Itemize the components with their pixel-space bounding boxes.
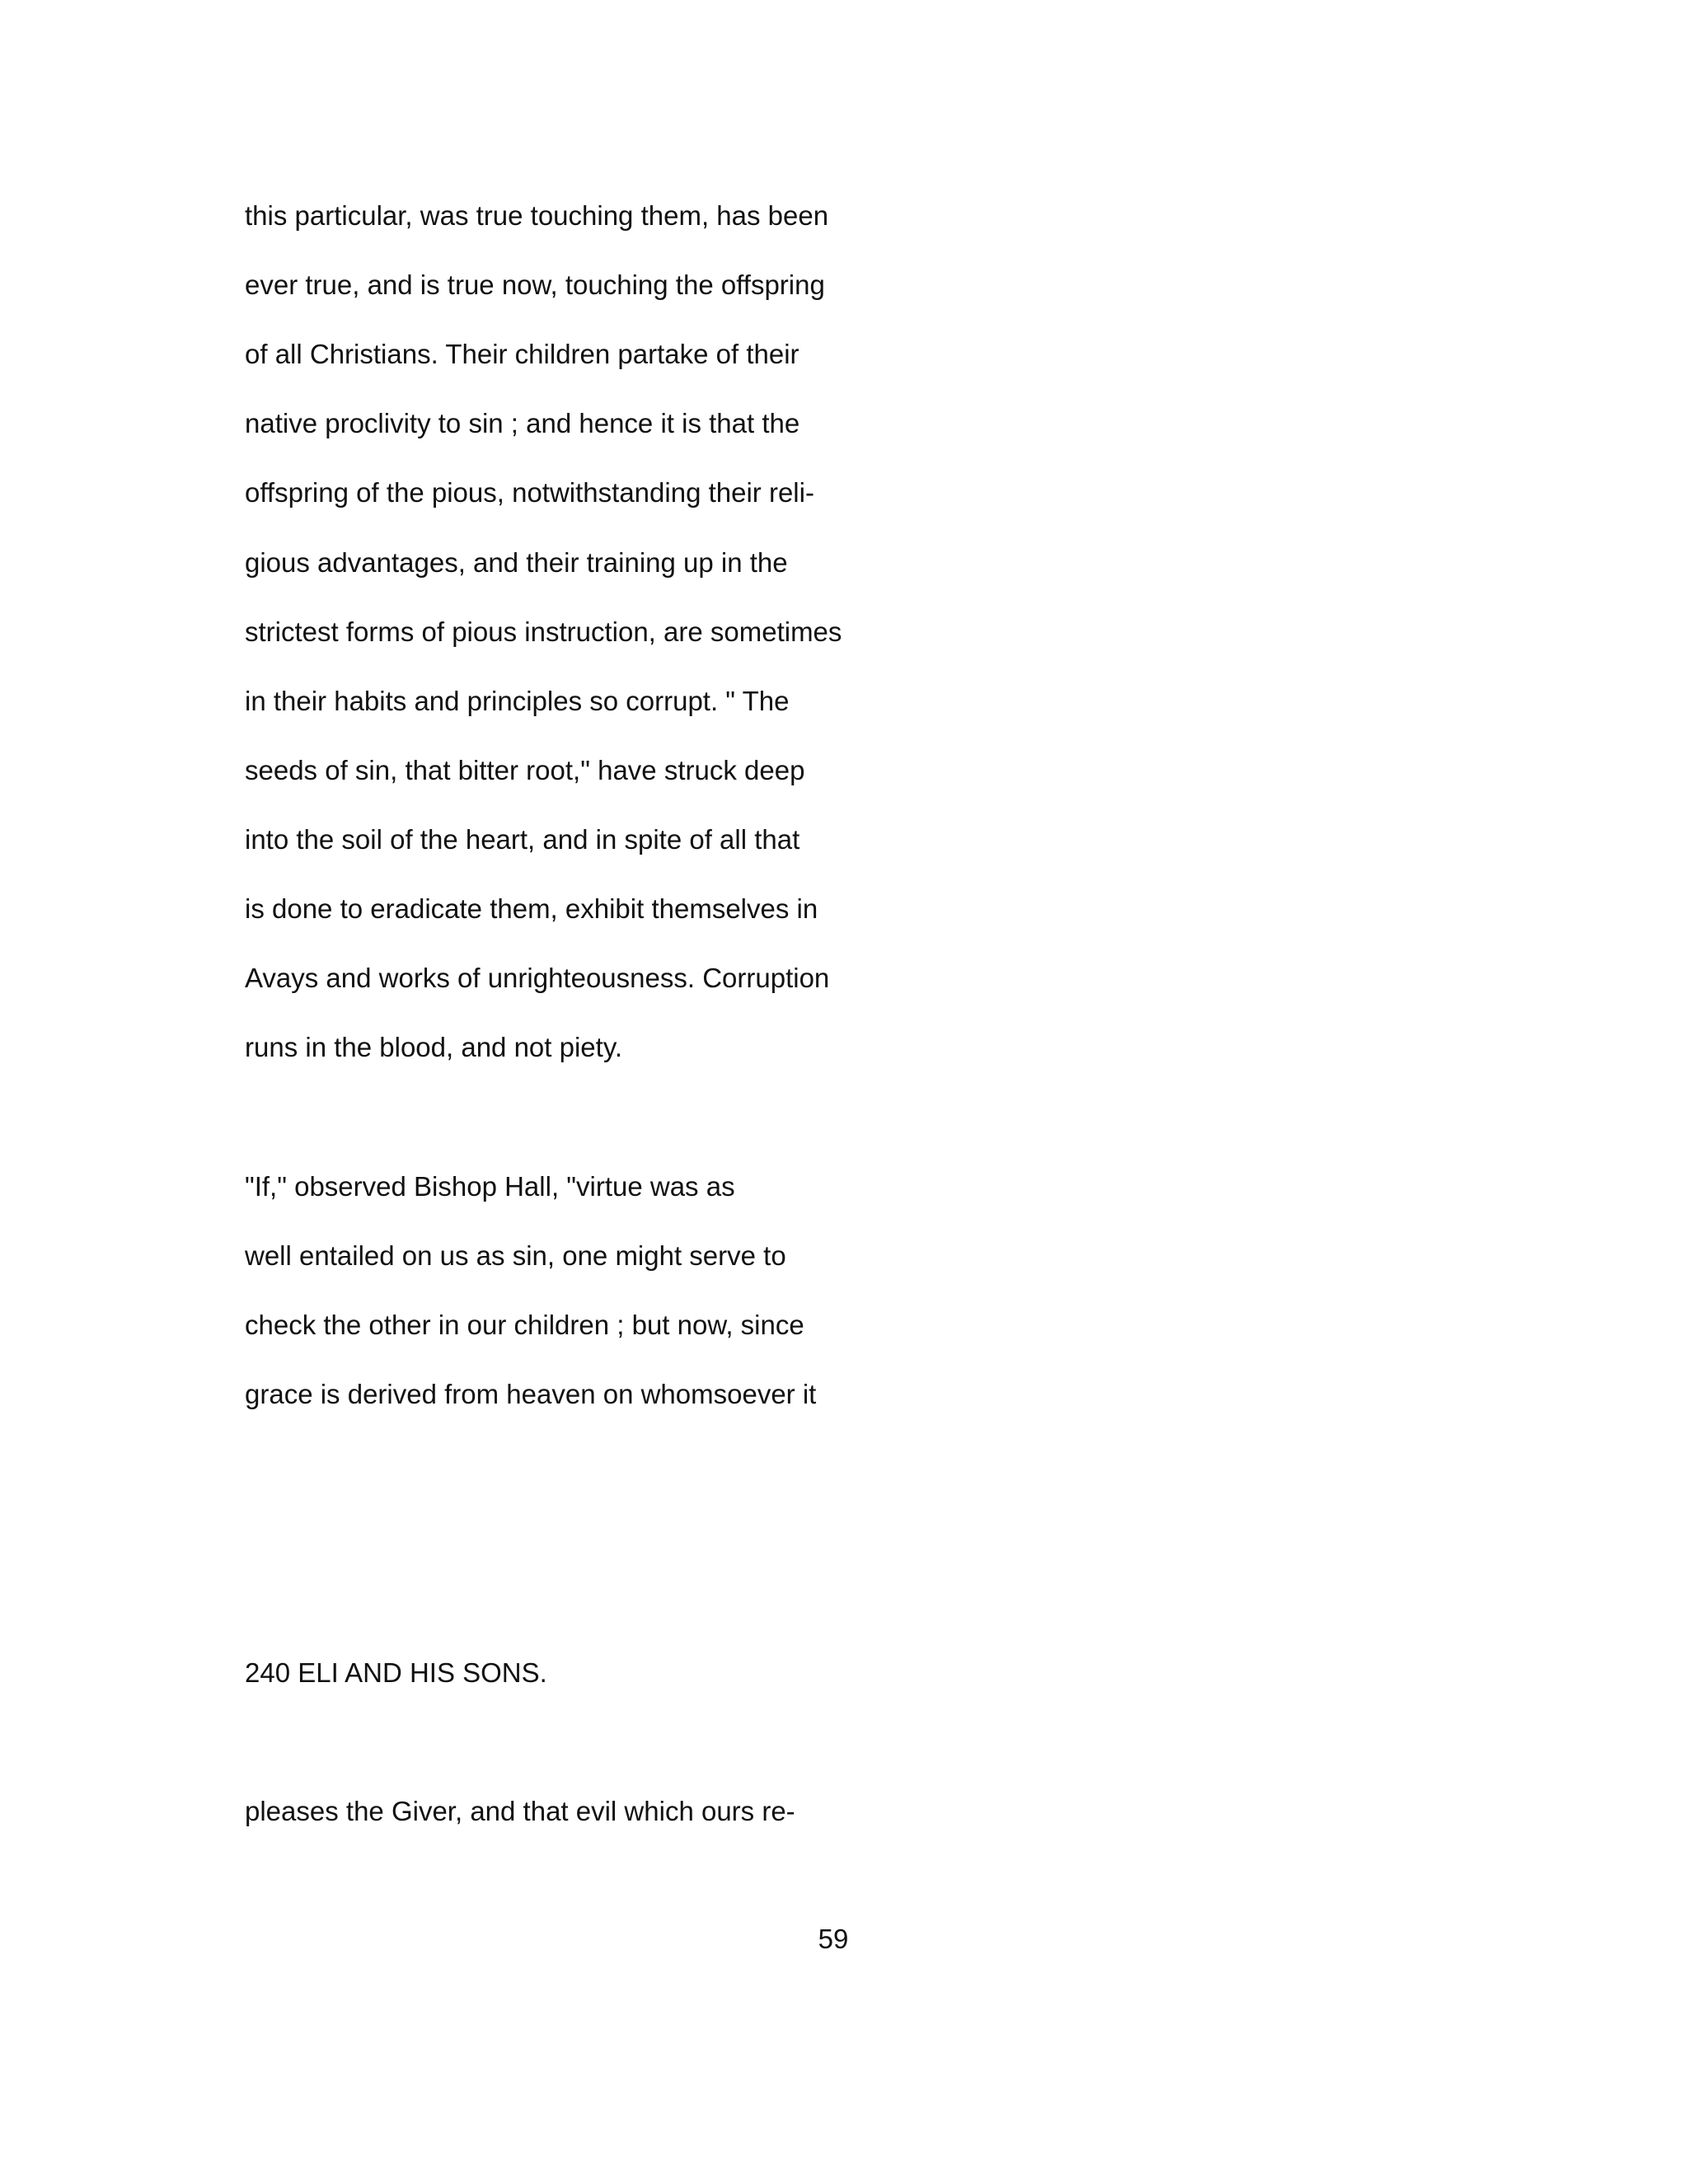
text-line: offspring of the pious, notwithstanding their reli-	[245, 477, 814, 508]
text-line: seeds of sin, that bitter root," have struck deep	[245, 755, 805, 785]
text-line: ever true, and is true now, touching the offspring	[245, 269, 825, 300]
text-line: runs in the blood, and not piety.	[245, 1032, 623, 1062]
text-line: pleases the Giver, and that evil which ours re-	[245, 1796, 795, 1826]
text-line: grace is derived from heaven on whomsoever it	[245, 1379, 817, 1409]
text-line: "If," observed Bishop Hall, "virtue was as	[245, 1171, 735, 1202]
text-line: well entailed on us as sin, one might serve to	[245, 1240, 786, 1271]
text-line: gious advantages, and their training up in the	[245, 547, 788, 578]
text-line: native proclivity to sin ; and hence it is that the	[245, 408, 800, 438]
text-line: check the other in our children ; but now, since	[245, 1310, 804, 1340]
page-number: 59	[818, 1924, 849, 1954]
text-line: Avays and works of unrighteousness. Corruption	[245, 963, 830, 993]
text-line: this particular, was true touching them, has been	[245, 200, 829, 231]
text-line: is done to eradicate them, exhibit themselves in	[245, 893, 818, 924]
text-line: in their habits and principles so corrupt. " The	[245, 686, 790, 716]
text-line: of all Christians. Their children partake of their	[245, 339, 799, 369]
text-line: into the soil of the heart, and in spite of all that	[245, 824, 800, 855]
running-header: 240 ELI AND HIS SONS.	[245, 1657, 547, 1688]
text-line: strictest forms of pious instruction, are sometimes	[245, 616, 842, 647]
